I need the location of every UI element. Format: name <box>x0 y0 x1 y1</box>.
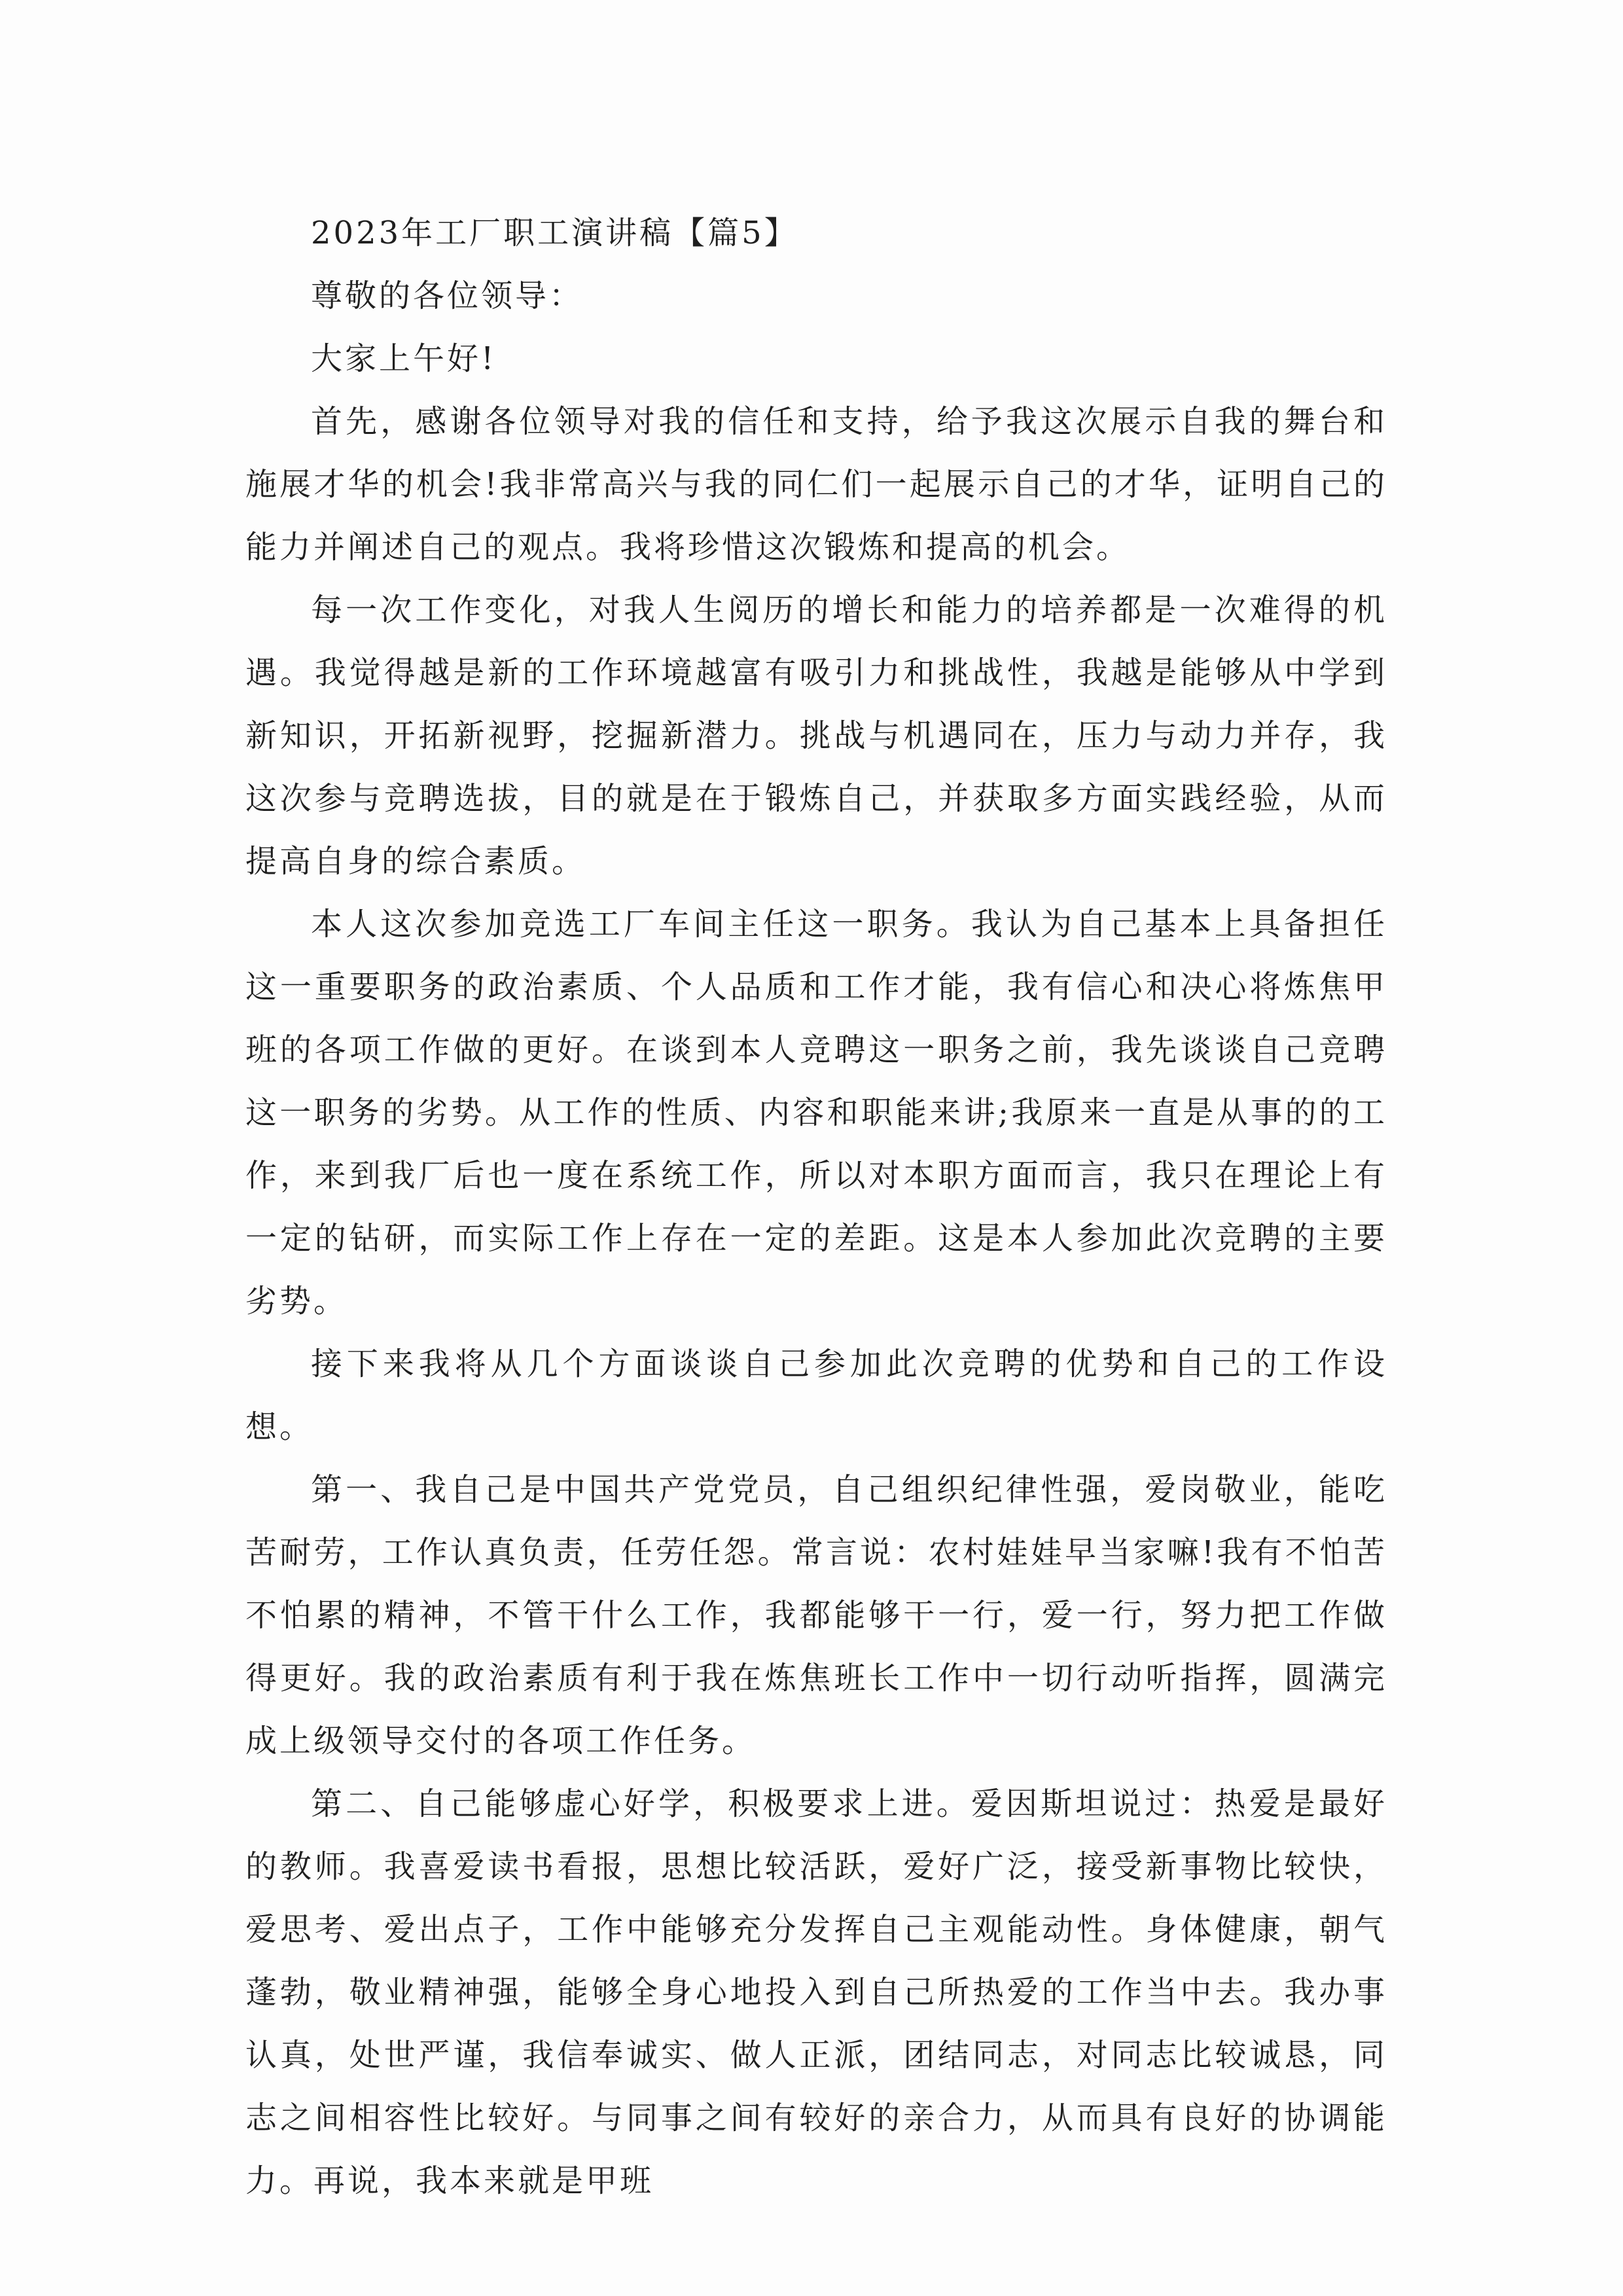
greeting: 大家上午好! <box>311 340 497 377</box>
paragraph-4: 接下来我将从几个方面谈谈自己参加此次竞聘的优势和自己的工作设想。 <box>245 1346 1387 1445</box>
paragraph-3: 本人这次参加竞选工厂车间主任这一职务。我认为自己基本上具备担任这一重要职务的政治素质、个人品质和工作才能，我有信心和决心将炼焦甲班的各项工作做的更好。在谈到本人竞聘这一职务之前，我先谈谈自己竞聘这一职务的劣势。从工作的性质、内容和职能来讲;我原来一直是从事的的工作，来到我厂后也一度在系统工作，所以对本职方面而言，我只在理论上有一定的钻研，而实际工作上存在一定的差距。这是本人参加此次竞聘的主要劣势。 <box>245 906 1387 1319</box>
paragraph-6: 第二、自己能够虚心好学，积极要求上进。爱因斯坦说过：热爱是最好的教师。我喜爱读书看报，思想比较活跃，爱好广泛，接受新事物比较快，爱思考、爱出点子，工作中能够充分发挥自己主观能动性。身体健康，朝气蓬勃，敬业精神强，能够全身心地投入到自己所热爱的工作当中去。我办事认真，处世严谨，我信奉诚实、做人正派，团结同志，对同志比较诚恳，同志之间相容性比较好。与同事之间有较好的亲合力，从而具有良好的协调能力。再说，我本来就是甲班 <box>245 1785 1387 2199</box>
document-body <box>245 202 1387 2212</box>
paragraph-2: 每一次工作变化，对我人生阅历的增长和能力的培养都是一次难得的机遇。我觉得越是新的工作环境越富有吸引力和挑战性，我越是能够从中学到新知识，开拓新视野，挖掘新潜力。挑战与机遇同在，压力与动力并存，我这次参与竞聘选拔，目的就是在于锻炼自己，并获取多方面实践经验，从而提高自身的综合素质。 <box>245 592 1387 880</box>
document-title: 2023年工厂职工演讲稿【篇5】 <box>311 215 798 251</box>
paragraph-5: 第一、我自己是中国共产党党员，自己组织纪律性强，爱岗敬业，能吃苦耐劳，工作认真负责，任劳任怨。常言说：农村娃娃早当家嘛!我有不怕苦不怕累的精神，不管干什么工作，我都能够干一行，爱一行，努力把工作做得更好。我的政治素质有利于我在炼焦班长工作中一切行动听指挥，圆满完成上级领导交付的各项工作任务。 <box>245 1471 1387 1759</box>
salutation: 尊敬的各位领导： <box>311 278 584 314</box>
paragraph-1: 首先，感谢各位领导对我的信任和支持，给予我这次展示自我的舞台和施展才华的机会!我非常高兴与我的同仁们一起展示自己的才华，证明自己的能力并阐述自己的观点。我将珍惜这次锻炼和提高的机会。 <box>245 403 1387 565</box>
